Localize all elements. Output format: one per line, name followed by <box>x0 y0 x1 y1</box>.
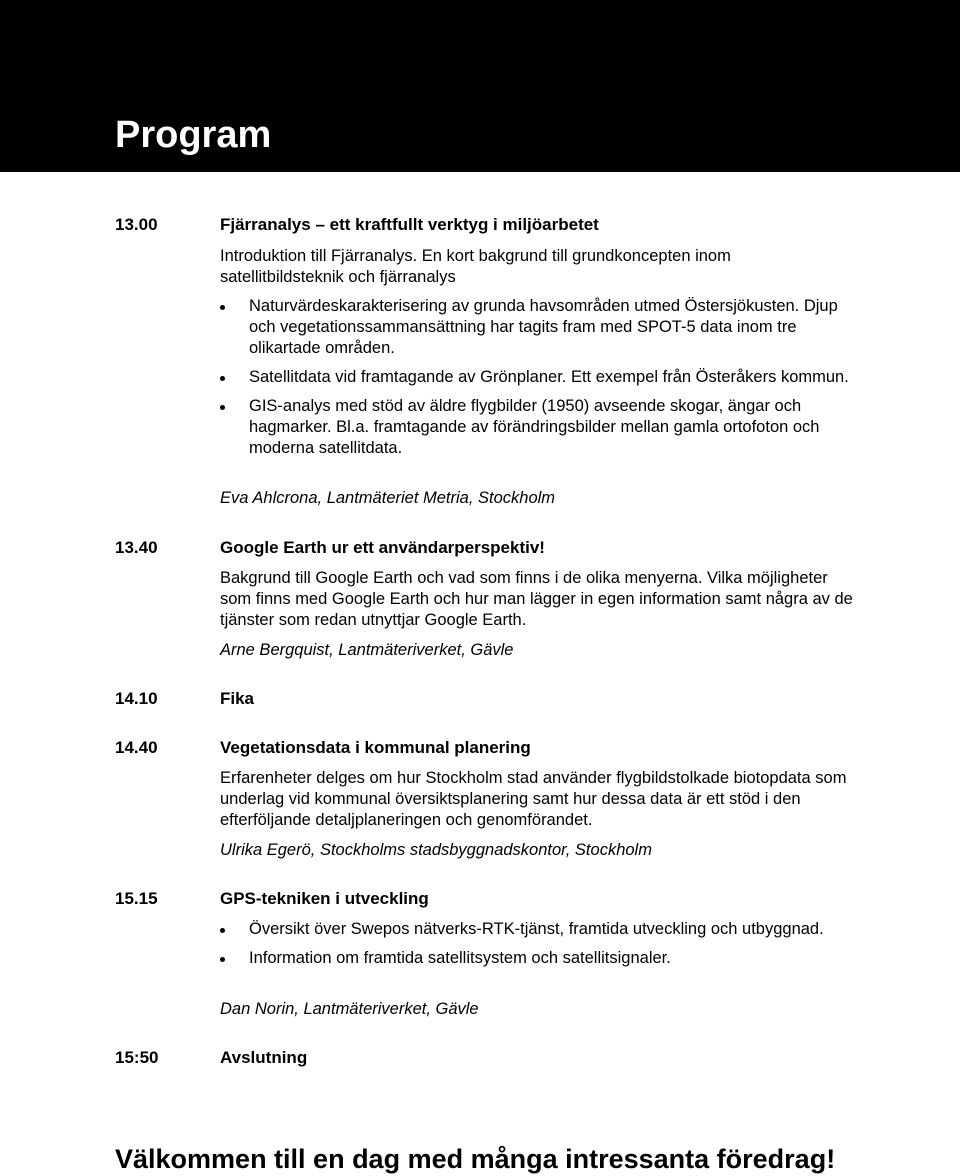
session-title: Vegetationsdata i kommunal planering <box>220 738 531 757</box>
session-bullet-list <box>220 296 850 467</box>
session-title: GPS-tekniken i utveckling <box>220 889 429 908</box>
session-speaker: Dan Norin, Lantmäteriverket, Gävle <box>220 1000 479 1018</box>
session-time: 14.40 <box>115 738 158 757</box>
session-title: Fika <box>220 689 255 708</box>
bullet-icon <box>220 405 225 410</box>
session-time: 15.15 <box>115 889 158 908</box>
bullet-icon <box>220 376 225 381</box>
session-title: Avslutning <box>220 1048 308 1067</box>
session-time: 15:50 <box>115 1048 159 1067</box>
bullet-icon <box>220 928 225 933</box>
session-title: Google Earth ur ett användarperspektiv! <box>220 538 545 557</box>
header-bar <box>0 0 960 172</box>
list-item: Information om framtida satellitsystem och satellitsignaler. <box>220 948 840 969</box>
closing-message: Välkommen till en dag med många intressanta föredrag! <box>115 1144 836 1174</box>
session-bullet-list <box>220 919 840 977</box>
session-title: Fjärranalys – ett kraftfullt verktyg i miljöarbetet <box>220 215 599 234</box>
session-description: Erfarenheter delges om hur Stockholm stad använder flygbildstolkade biotopdata som underlag vid kommunal översiktsplanering samt hur dessa data är ett stöd i den efterföljande detaljplaneringen och genomförandet. <box>220 769 847 829</box>
session-time: 13.40 <box>115 538 158 557</box>
list-item: Naturvärdeskarakterisering av grunda havsområden utmed Östersjökusten. Djup och vegetationssammansättning har tagits fram med SPOT-5 data inom tre olikartade områden. <box>220 296 850 359</box>
session-description: Introduktion till Fjärranalys. En kort bakgrund till grundkoncepten inom satellitbildsteknik och fjärranalys <box>220 247 731 286</box>
session-speaker: Eva Ahlcrona, Lantmäteriet Metria, Stockholm <box>220 489 556 507</box>
session-time: 14.10 <box>115 689 158 708</box>
session-description: Bakgrund till Google Earth och vad som finns i de olika menyerna. Vilka möjligheter som finns med Google Earth och hur man lägger in egen information samt några av de tjänster som redan utnyttjar Google Earth. <box>220 569 853 629</box>
session-speaker: Arne Bergquist, Lantmäteriverket, Gävle <box>220 641 514 659</box>
page-title: Program <box>115 114 272 156</box>
list-item: GIS-analys med stöd av äldre flygbilder (1950) avseende skogar, ängar och hagmarker. Bl.a. framtagande av förändringsbilder mellan gamla ortofoton och moderna satellitdata. <box>220 396 850 459</box>
bullet-icon <box>220 305 225 310</box>
session-speaker: Ulrika Egerö, Stockholms stadsbyggnadskontor, Stockholm <box>220 841 652 859</box>
bullet-icon <box>220 957 225 962</box>
list-item: Satellitdata vid framtagande av Grönplaner. Ett exempel från Österåkers kommun. <box>220 367 850 388</box>
list-item: Översikt över Swepos nätverks-RTK-tjänst, framtida utveckling och utbyggnad. <box>220 919 840 940</box>
session-time: 13.00 <box>115 215 158 234</box>
